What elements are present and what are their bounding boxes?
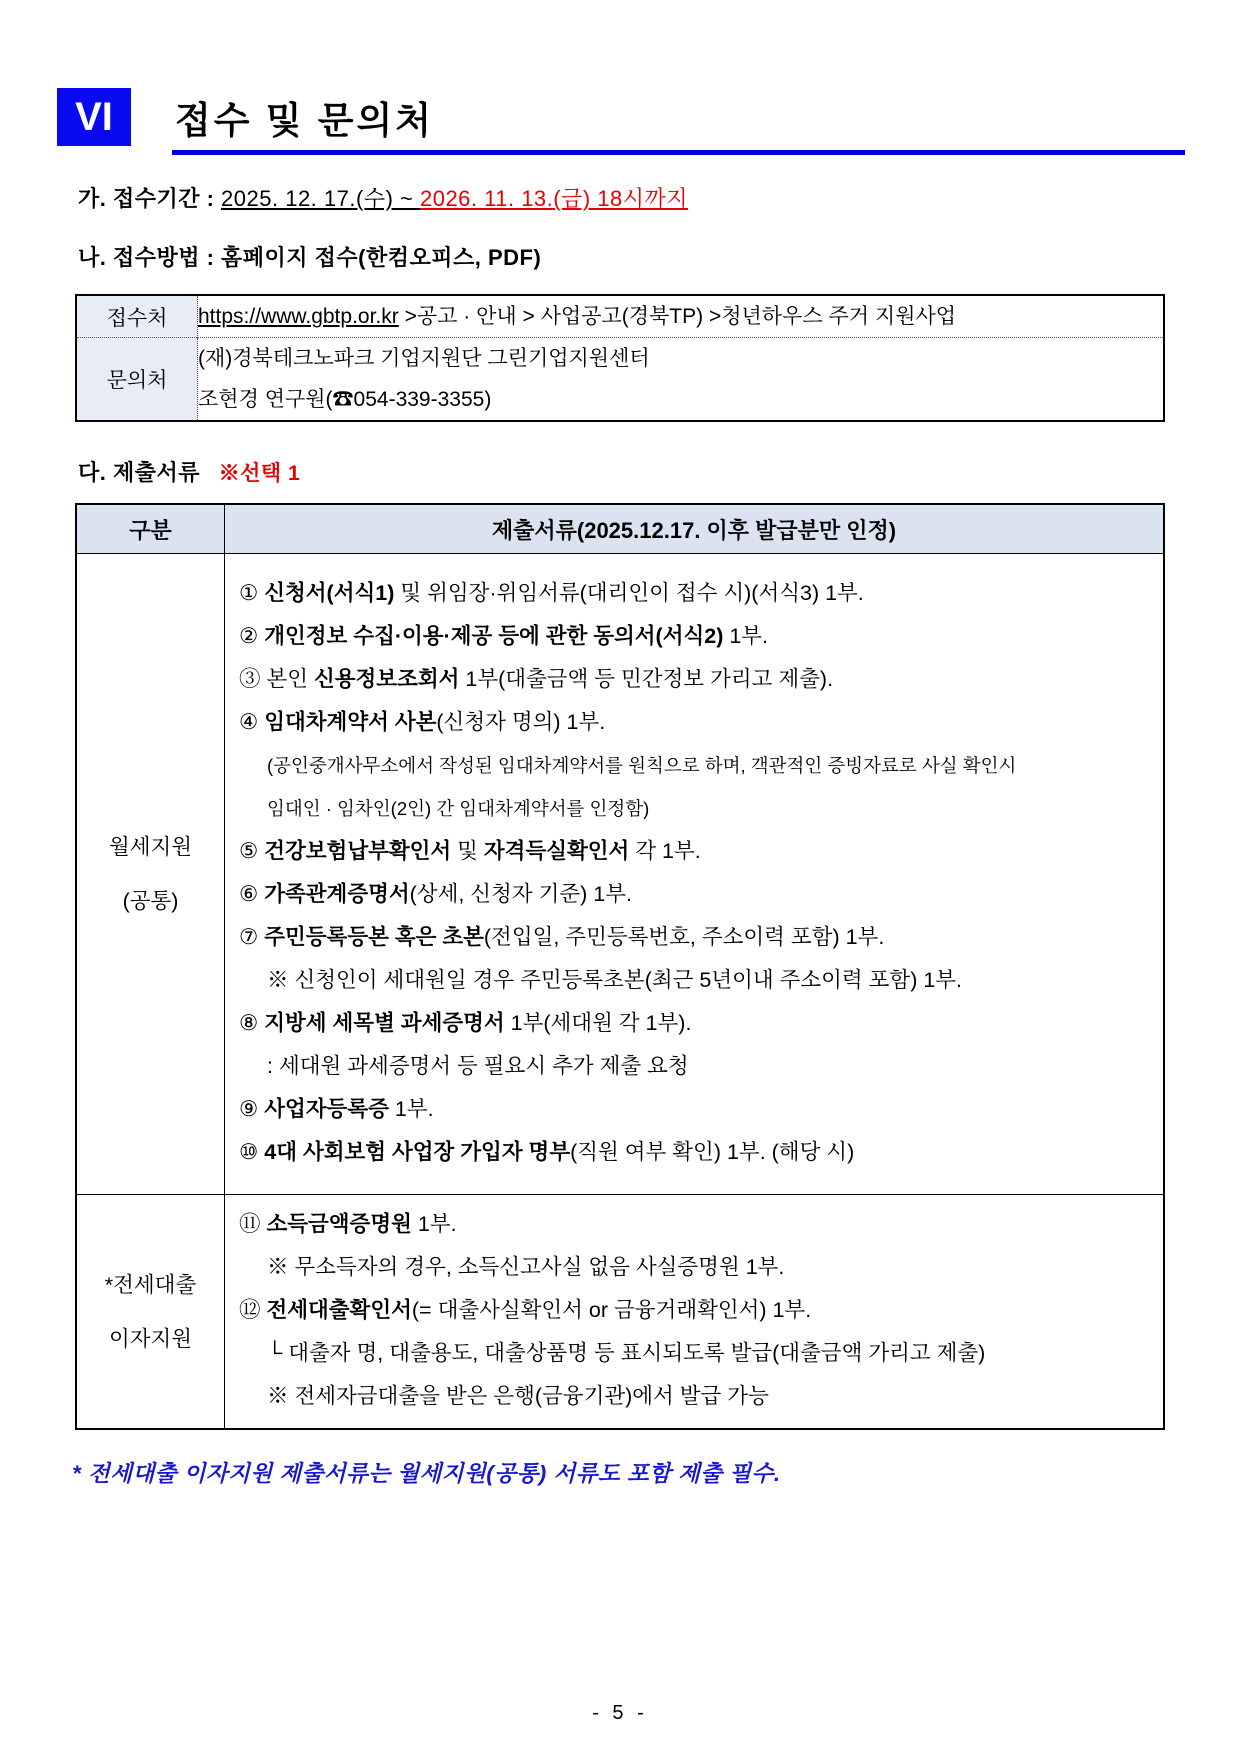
text-run: (공인중개사무소에서 작성된 임대차계약서를 원칙으로 하며, 객관적인 증빙자료로 사실 확인시: [267, 755, 1017, 776]
receipt-method-value: 홈페이지 접수(한컴오피스, PDF): [221, 245, 542, 270]
contact-row-label: 접수처: [76, 295, 198, 338]
text-run: ⑫: [239, 1298, 267, 1322]
text-run: 임대차계약서 사본: [264, 710, 437, 734]
required-note: * 전세대출 이자지원 제출서류는 월세지원(공통) 서류도 포함 제출 필수.: [72, 1461, 781, 1486]
text-run: ⑧: [239, 1011, 265, 1035]
doc-line: [239, 1289, 1155, 1332]
text-run: 전세대출확인서: [266, 1298, 412, 1322]
receipt-url-link[interactable]: https://www.gbtp.or.kr: [198, 305, 399, 328]
doc-line: [239, 572, 1155, 615]
text-run: : 세대원 과세증명서 등 필요시 추가 제출 요청: [267, 1054, 689, 1078]
docs-col1-header: 구분: [76, 504, 225, 554]
text-run: 신용정보조회서: [314, 667, 460, 691]
doc-line: [239, 916, 1155, 959]
category-line: *전세대출: [104, 1272, 197, 1297]
docs-header-row: [76, 504, 1164, 554]
text-run: 주민등록등본 혹은 초본: [264, 925, 484, 949]
docs-col2-header: 제출서류(2025.12.17. 이후 발급분만 인정): [225, 504, 1165, 554]
text-run: 건강보험납부확인서: [264, 839, 452, 863]
page-title: 접수 및 문의처: [175, 100, 435, 141]
section-number-badge: VI: [57, 88, 131, 146]
docs-table-body: [76, 554, 1164, 1430]
doc-line: [239, 658, 1155, 701]
text-run: ※ 전세자금대출을 받은 은행(금융기관)에서 발급 가능: [267, 1384, 769, 1408]
receipt-method-label: 나. 접수방법 :: [78, 245, 222, 270]
text-run: 조현경 연구원(☎054-339-3355): [198, 388, 492, 411]
doc-line: [239, 1131, 1155, 1174]
text-run: ⑩: [239, 1140, 265, 1164]
contact-table: [75, 294, 1165, 422]
text-run: >공고 · 안내 > 사업공고(경북TP) >청년하우스 주거 지원사업: [398, 305, 957, 328]
text-run: 1부.: [388, 1097, 434, 1121]
text-run: 각 1부.: [629, 839, 701, 863]
doc-line: [239, 1002, 1155, 1045]
text-run: ⑥: [239, 882, 265, 906]
doc-line: [239, 1203, 1155, 1246]
contact-line: [198, 338, 1163, 379]
docs-row-category: [76, 1195, 225, 1430]
text-run: (상세, 신청자 기준) 1부.: [409, 882, 632, 906]
receipt-period-start: 2025. 12. 17.(수) ~: [221, 186, 420, 211]
text-run: 1부.: [411, 1212, 457, 1236]
text-run: 및: [451, 839, 484, 863]
receipt-period-line: [78, 182, 1240, 213]
docs-row-content: [225, 554, 1165, 1195]
contact-table-body: [76, 295, 1164, 421]
contact-table-row: [76, 338, 1164, 422]
text-run: (전입일, 주민등록번호, 주소이력 포함) 1부.: [483, 925, 885, 949]
text-run: 지방세 세목별 과세증명서: [264, 1011, 505, 1035]
text-run: (재)경북테크노파크 기업지원단 그린기업지원센터: [198, 347, 650, 370]
title-underline: [172, 150, 1185, 155]
contact-line: [198, 379, 1163, 420]
contact-row-label: 문의처: [76, 338, 198, 422]
receipt-period-label: 가. 접수기간 :: [78, 186, 222, 211]
submission-docs-label: 다. 제출서류: [78, 460, 200, 485]
docs-table-row: [76, 1195, 1164, 1430]
contact-row-value: [198, 338, 1165, 422]
doc-line: [239, 1088, 1155, 1131]
text-run: (직원 여부 확인) 1부. (해당 시): [570, 1140, 855, 1164]
doc-line: [239, 744, 1155, 787]
doc-line: [239, 615, 1155, 658]
page-number: - 5 -: [592, 1702, 648, 1724]
category-line: 이자지원: [108, 1326, 193, 1351]
doc-line: [239, 959, 1155, 1002]
doc-line: [239, 1332, 1155, 1375]
text-run: ⑨: [239, 1097, 265, 1121]
docs-table: [75, 503, 1165, 1430]
text-run: ③ 본인: [239, 667, 314, 691]
contact-line: [198, 296, 1163, 337]
text-run: └ 대출자 명, 대출용도, 대출상품명 등 표시되도록 발급(대출금액 가리고 제출): [267, 1341, 986, 1365]
text-run: 1부(대출금액 등 민간정보 가리고 제출).: [459, 667, 834, 691]
section-header: [57, 88, 1240, 146]
text-run: ※ 무소득자의 경우, 소득신고사실 없음 사실증명원 1부.: [267, 1255, 785, 1279]
text-run: 및 위임장·위임서류(대리인이 접수 시)(서식3) 1부.: [394, 581, 864, 605]
text-run: 1부.: [723, 624, 769, 648]
category-line: 월세지원: [108, 835, 193, 859]
docs-row-content: [225, 1195, 1165, 1430]
docs-table-row: [76, 554, 1164, 1195]
text-run: 4대 사회보험 사업장 가입자 명부: [264, 1140, 571, 1164]
doc-line: [239, 1246, 1155, 1289]
category-line: (공통): [122, 889, 179, 913]
receipt-method-line: [78, 241, 1240, 272]
text-run: ②: [239, 624, 265, 648]
text-run: 1부(세대원 각 1부).: [504, 1011, 692, 1035]
text-run: 자격득실확인서: [483, 839, 630, 863]
text-run: 사업자등록증: [264, 1097, 389, 1121]
doc-line: [239, 1375, 1155, 1418]
contact-table-row: [76, 295, 1164, 338]
doc-line: [239, 787, 1155, 830]
text-run: 개인정보 수집·이용·제공 등에 관한 동의서(서식2): [264, 624, 724, 648]
text-run: ⑪: [239, 1212, 267, 1236]
docs-row-category: [76, 554, 225, 1195]
text-run: 임대인 · 임차인(2인) 간 임대차계약서를 인정함): [267, 798, 650, 819]
text-run: ④: [239, 710, 265, 734]
docs-table-head: [76, 504, 1164, 554]
text-run: 신청서(서식1): [264, 581, 395, 605]
contact-row-value: [198, 295, 1165, 338]
selection-note: ※선택 1: [218, 462, 301, 485]
text-run: 소득금액증명원: [266, 1212, 412, 1236]
text-run: 가족관계증명서: [264, 882, 410, 906]
submission-docs-line: [78, 456, 1240, 487]
text-run: ①: [239, 581, 265, 605]
text-run: ※ 신청인이 세대원일 경우 주민등록초본(최근 5년이내 주소이력 포함) 1부.: [267, 968, 963, 992]
text-run: (신청자 명의) 1부.: [436, 710, 606, 734]
doc-line: [239, 830, 1155, 873]
text-run: (= 대출사실확인서 or 금융거래확인서) 1부.: [411, 1298, 812, 1322]
doc-line: [239, 873, 1155, 916]
text-run: ⑤: [239, 839, 265, 863]
doc-line: [239, 1045, 1155, 1088]
text-run: ⑦: [239, 925, 265, 949]
receipt-period-end: 2026. 11. 13.(금) 18시까지: [419, 186, 689, 211]
doc-line: [239, 701, 1155, 744]
